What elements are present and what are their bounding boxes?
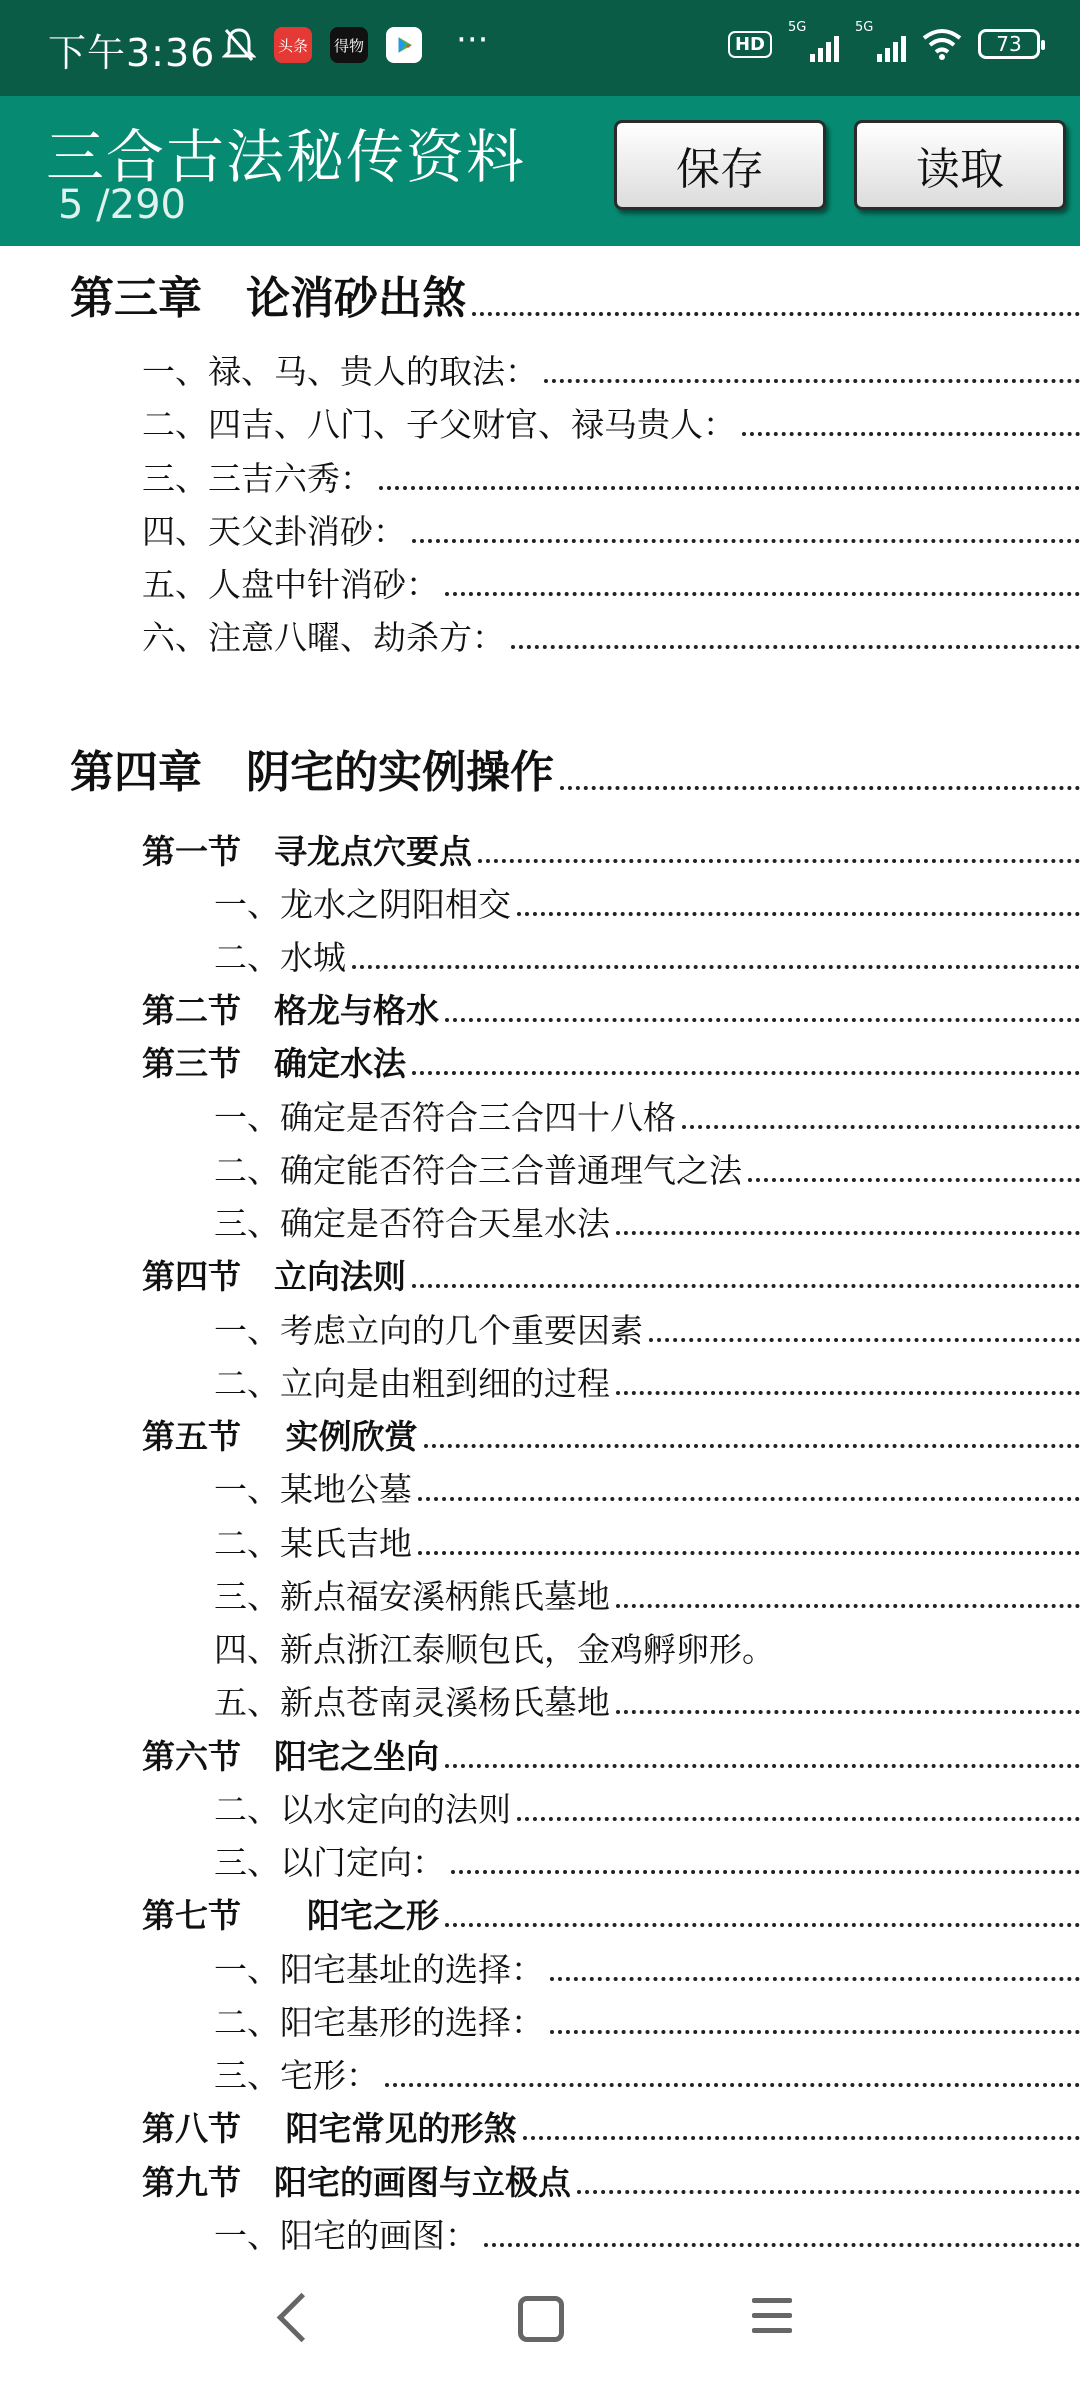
save-button[interactable]: 保存 [614,120,826,210]
load-button[interactable]: 读取 [854,120,1066,210]
toc-item: 五、人盘中针消砂： [142,559,1080,606]
toc-item: 四、天父卦消砂： [142,506,1080,553]
toc-item: 一、确定是否符合三合四十八格 [214,1092,1080,1139]
play-store-icon [386,27,422,63]
toc-section: 第七节 阳宅之形 [142,1890,1080,1937]
dewu-app-icon: 得物 [330,27,368,63]
toutiao-app-icon: 头条 [274,27,312,63]
toc-item: 二、水城 [214,932,1080,979]
toc-item: 一、禄、马、贵人的取法： [142,346,1080,393]
toc-item: 一、龙水之阴阳相交 [214,879,1080,926]
toc-item: 二、以水定向的法则 [214,1784,1080,1831]
sim2-label: 5G [855,20,874,35]
toc-item: 三、以门定向： [214,1837,1080,1884]
document-page[interactable] [0,246,1080,2256]
toc-item: 一、某地公墓 [214,1464,1080,1511]
toc-section: 第三节 确定水法 [142,1038,1080,1085]
toc-item: 二、确定能否符合三合普通理气之法 [214,1145,1080,1192]
toc-item: 三、确定是否符合天星水法 [214,1198,1080,1245]
toc-item: 六、注意八曜、劫杀方： [142,612,1080,659]
toc-item: 二、阳宅基形的选择： [214,1997,1080,2044]
toc-chapter: 第四章 阴宅的实例操作 [70,736,1080,800]
toc-chapter: 第三章 论消砂出煞 [70,262,1080,326]
system-indicators [728,20,1040,62]
home-icon[interactable] [518,2296,564,2342]
toc-item: 三、新点福安溪柄熊氏墓地 [214,1571,1080,1618]
bell-muted-icon [222,26,256,64]
toc-item: 二、立向是由粗到细的过程 [214,1358,1080,1405]
toc-section: 第二节 格龙与格水 [142,985,1080,1032]
toc-item: 三、宅形： [214,2050,1080,2097]
signal-icon-2 [855,20,906,62]
system-nav-bar [0,2256,1080,2400]
toc-section: 第六节 阳宅之坐向 [142,1731,1080,1778]
back-icon[interactable] [277,2293,326,2342]
app-title: 三合古法秘传资料 [46,123,527,191]
toc-section: 第一节 寻龙点穴要点 [142,826,1080,873]
toc-item: 二、四吉、八门、子父财官、禄马贵人： [142,399,1080,446]
notification-icons [222,20,489,64]
hd-badge: HD [728,31,772,58]
battery-icon: 73 [978,29,1040,59]
more-notifications-icon: ··· [456,20,489,60]
toc-item: 一、考虑立向的几个重要因素 [214,1305,1080,1352]
toc-section: 第五节 实例欣赏 [142,1411,1080,1458]
page-indicator: 5 /290 [58,182,186,228]
toc-item: 五、新点苍南灵溪杨氏墓地 [214,1677,1080,1724]
toc-section: 第八节 阳宅常见的形煞 [142,2103,1080,2150]
toc-item: 一、阳宅的画图： [214,2210,1080,2256]
toc-item: 四、新点浙江泰顺包氏，金鸡孵卵形。 [214,1630,775,1669]
toc-section: 第九节 阳宅的画图与立极点 [142,2157,1080,2204]
wifi-icon [922,28,962,60]
status-bar [0,0,1080,96]
sim1-label: 5G [788,20,807,35]
signal-icon [788,20,839,62]
toc-item: 二、某氏吉地 [214,1518,1080,1565]
status-time: 下午3:36 [48,31,216,75]
toc-item: 三、三吉六秀： [142,453,1080,500]
toc-item: 一、阳宅基址的选择： [214,1944,1080,1991]
menu-icon[interactable] [752,2298,792,2343]
app-header [0,96,1080,246]
toc-section: 第四节 立向法则 [142,1251,1080,1298]
